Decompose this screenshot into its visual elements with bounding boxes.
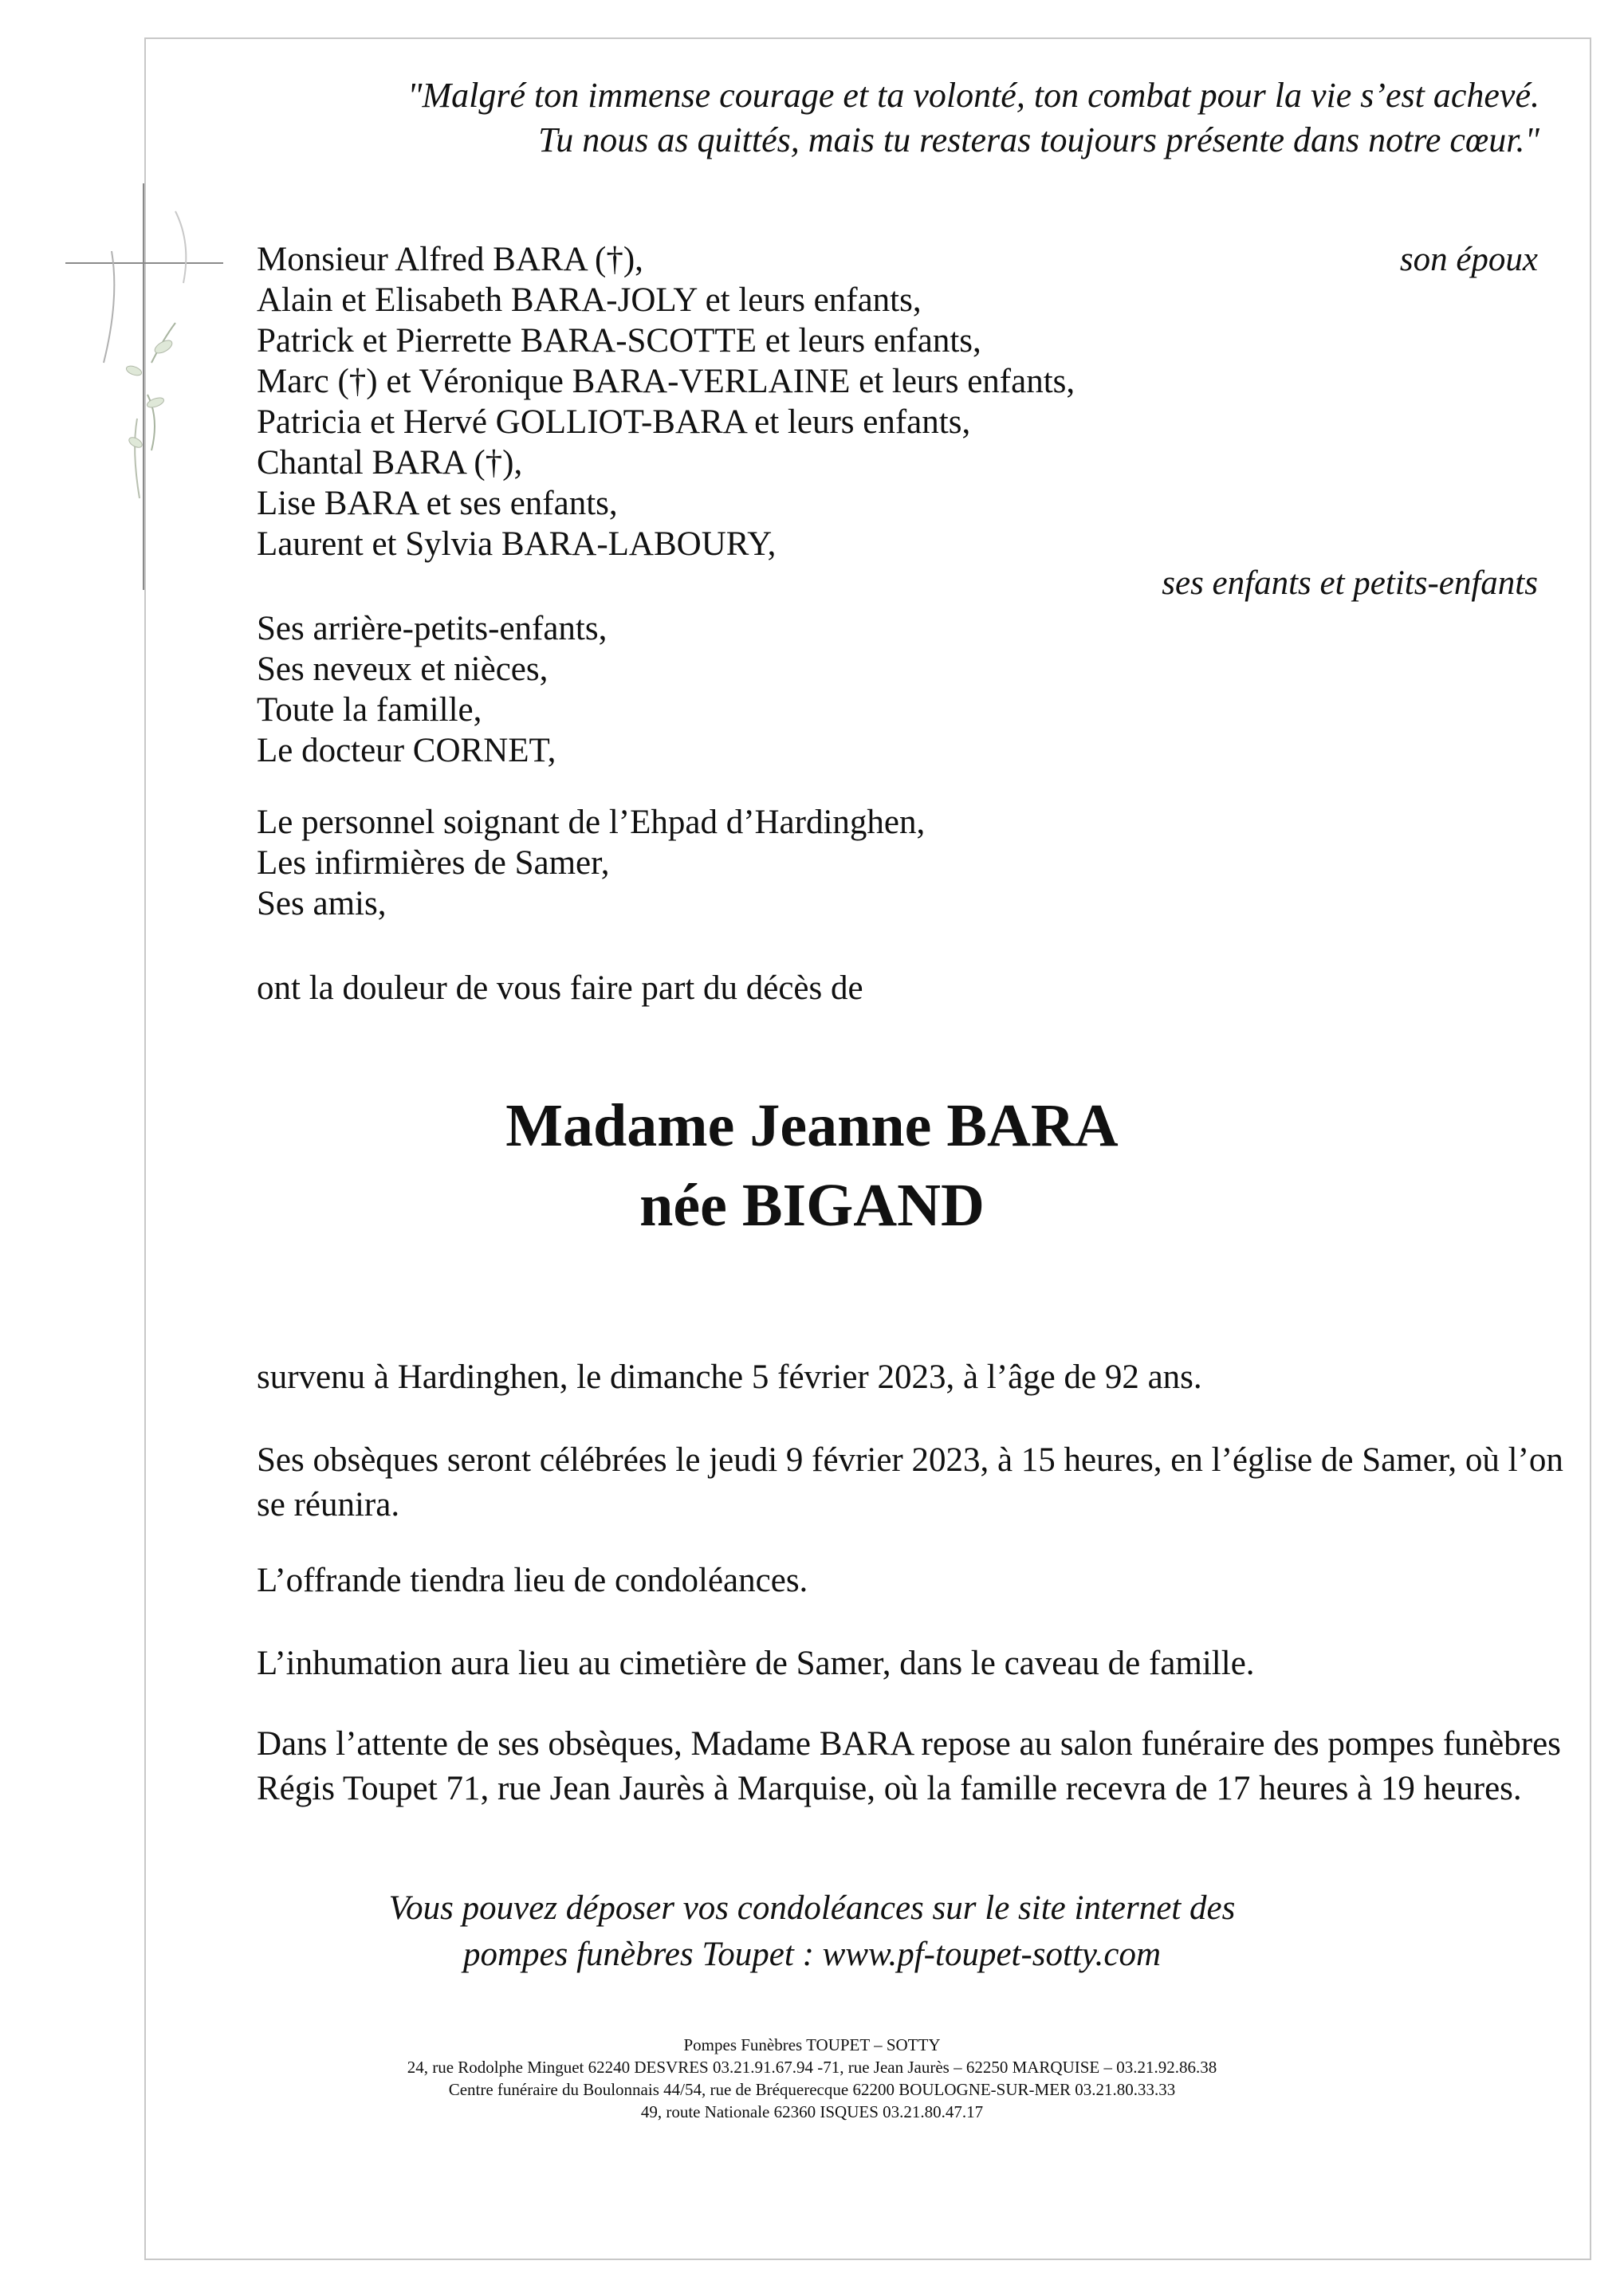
burial-details: L’inhumation aura lieu au cimetière de Samer, dans le caveau de famille. — [257, 1645, 1255, 1682]
child-line: Alain et Elisabeth BARA-JOLY et leurs enfants, — [257, 281, 922, 319]
child-line: Patricia et Hervé GOLLIOT-BARA et leurs enfants, — [257, 403, 971, 441]
footer-address-2: Centre funéraire du Boulonnais 44/54, rue de Bréquerecque 62200 BOULOGNE-SUR-MER 03.21.80.33.33 — [448, 2080, 1176, 2099]
child-line: Chantal BARA (†), — [257, 444, 523, 482]
caregiver-line: Les infirmières de Samer, — [257, 844, 610, 882]
funeral-home-footer — [0, 2034, 1624, 2123]
quote-line-1: "Malgré ton immense courage et ta volonté, ton combat pour la vie s’est achevé. — [407, 76, 1539, 115]
condolences-line-2: pompes funèbres Toupet : www.pf-toupet-sotty.com — [462, 1936, 1162, 1973]
condolences-line-1: Vous pouvez déposer vos condoléances sur le site internet des — [388, 1889, 1236, 1927]
family-line: Ses neveux et nièces, — [257, 651, 549, 688]
child-line: Marc (†) et Véronique BARA-VERLAINE et leurs enfants, — [257, 363, 1075, 400]
footer-address-1: 24, rue Rodolphe Minguet 62240 DESVRES 03.21.91.67.94 -71, rue Jean Jaurès – 62250 MARQUISE – 03.21.92.86.38 — [407, 2058, 1217, 2077]
quote-line-2: Tu nous as quittés, mais tu resteras toujours présente dans notre cœur." — [538, 120, 1539, 159]
spouse-name: Monsieur Alfred BARA (†), — [257, 241, 643, 278]
deceased-maiden-name: née BIGAND — [639, 1172, 985, 1239]
announcement-text: ont la douleur de vous faire part du décès de — [257, 969, 863, 1007]
epigraph-quote — [264, 73, 1539, 163]
family-line: Ses arrière-petits-enfants, — [257, 610, 608, 647]
footer-address-3: 49, route Nationale 62360 ISQUES 03.21.80.47.17 — [640, 2102, 984, 2121]
announcement — [257, 968, 863, 1008]
caregivers-block — [257, 802, 925, 924]
caregiver-line: Le personnel soignant de l’Ehpad d’Hardinghen, — [257, 804, 926, 841]
child-line: Patrick et Pierrette BARA-SCOTTE et leurs enfants, — [257, 322, 981, 360]
footer-company: Pompes Funèbres TOUPET – SOTTY — [683, 2035, 941, 2054]
child-line: Laurent et Sylvia BARA-LABOURY, — [257, 525, 777, 563]
funeral-details: Ses obsèques seront célébrées le jeudi 9 février 2023, à 15 heures, en l’église de Samer, où l’on se réunira. — [257, 1441, 1563, 1523]
cross-lily-decoration — [64, 179, 239, 594]
deceased-name: Madame Jeanne BARA — [505, 1092, 1119, 1159]
spouse-role: son époux — [1399, 241, 1538, 278]
family-line: Le docteur CORNET, — [257, 732, 556, 769]
family-block — [257, 608, 607, 771]
children-role: ses enfants et petits-enfants — [1162, 564, 1538, 602]
death-details: survenu à Hardinghen, le dimanche 5 février 2023, à l’âge de 92 ans. — [257, 1358, 1202, 1396]
visitation-details: Dans l’attente de ses obsèques, Madame BARA repose au salon funéraire des pompes funèbres Régis Toupet 71, rue Jean Jaurès à Marquise, où la famille recevra de 17 heures à 19 heures. — [257, 1725, 1561, 1807]
offering-details: L’offrande tiendra lieu de condoléances. — [257, 1562, 808, 1599]
caregiver-line: Ses amis, — [257, 885, 387, 922]
online-condolences — [0, 1885, 1624, 1978]
deceased-name-block — [0, 1086, 1624, 1245]
children-block — [257, 280, 1075, 564]
child-line: Lise BARA et ses enfants, — [257, 485, 618, 522]
family-line: Toute la famille, — [257, 691, 482, 729]
spouse-block — [257, 239, 643, 280]
